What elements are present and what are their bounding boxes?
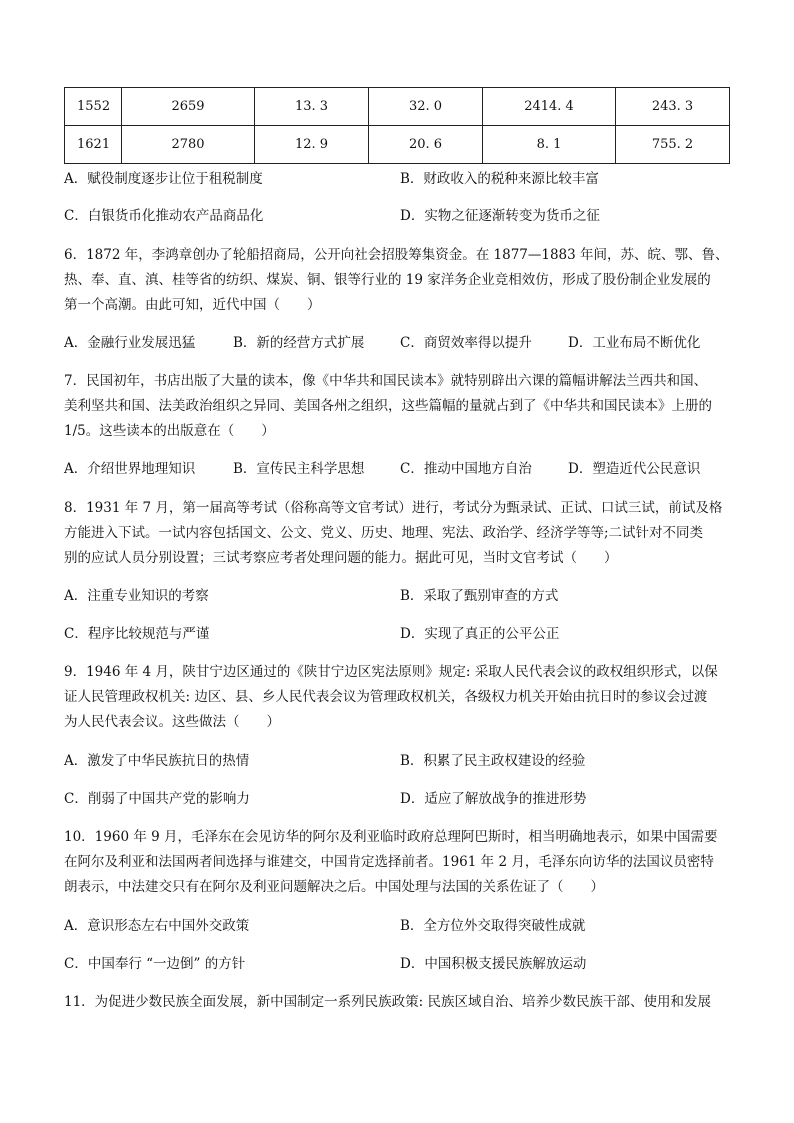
- q5-option-c: C．白银货币化推动农产品商品化: [64, 208, 264, 224]
- table-cell: 13. 3: [255, 88, 369, 126]
- q8-stem-line: 别的应试人员分别设置；三试考察应考者处理问题的能力。据此可见，当时文官考试（ ）: [64, 550, 618, 566]
- q9-stem-line: 为人民代表会议。这些做法（ ）: [64, 714, 280, 730]
- q9-option-b: B．积累了民主政权建设的经验: [400, 753, 586, 769]
- table-cell: 1621: [65, 126, 122, 164]
- q10-option-c: C．中国奉行 “一边倒” 的方针: [64, 956, 246, 972]
- table-cell: 12. 9: [255, 126, 369, 164]
- q8-option-c: C．程序比较规范与严谨: [64, 626, 210, 642]
- q7-stem-line: 1/5。这些读本的出版意在（ ）: [64, 423, 275, 439]
- q6-stem-line: 热、奉、直、滇、桂等省的纺织、煤炭、铜、银等行业的 19 家洋务企业竞相效仿，形成了股份制企业发展的: [64, 272, 711, 288]
- q7-option-b: B．宣传民主科学思想: [233, 461, 365, 477]
- q11-stem-line: 11．为促进少数民族全面发展，新中国制定一系列民族政策: 民族区域自治、培养少数民族干部、使用和发展: [64, 994, 712, 1010]
- q9-option-c: C．削弱了中国共产党的影响力: [64, 791, 250, 807]
- table-cell: 2414. 4: [483, 88, 616, 126]
- table-cell: 755. 2: [616, 126, 730, 164]
- q7-option-c: C．推动中国地方自治: [400, 461, 532, 477]
- data-table: [64, 87, 730, 164]
- q8-option-b: B．采取了甄别审查的方式: [400, 588, 559, 604]
- q7-option-d: D．塑造近代公民意识: [568, 461, 701, 477]
- table-cell: 2780: [122, 126, 255, 164]
- table-cell: 243. 3: [616, 88, 730, 126]
- table-row: [65, 88, 730, 126]
- q10-stem-line: 朗表示，中法建交只有在阿尔及利亚问题解决之后。中国处理与法国的关系佐证了（ ）: [64, 879, 604, 895]
- q10-option-a: A．意识形态左右中国外交政策: [64, 918, 250, 934]
- q6-option-b: B．新的经营方式扩展: [233, 335, 365, 351]
- q8-stem-line: 方能进入下试。一试内容包括国文、公文、党义、历史、地理、宪法、政治学、经济学等等;二试针对不同类: [64, 525, 704, 541]
- q9-stem-line: 9．1946 年 4 月，陕甘宁边区通过的《陕甘宁边区宪法原则》规定: 采取人民代表会议的政权组织形式，以保: [64, 664, 718, 680]
- q9-option-d: D．适应了解放战争的推进形势: [400, 791, 587, 807]
- table-cell: 32. 0: [369, 88, 483, 126]
- q6-option-c: C．商贸效率得以提升: [400, 335, 532, 351]
- q8-stem-line: 8．1931 年 7 月，第一届高等考试（俗称高等文官考试）进行，考试分为甄录试、正试、口试三试，前试及格: [64, 500, 723, 516]
- q6-option-a: A．金融行业发展迅猛: [64, 335, 196, 351]
- q9-stem-line: 证人民管理政权机关: 边区、县、乡人民代表会议为管理政权机关，各级权力机关开始由抗日时的参议会过渡: [64, 689, 708, 705]
- table-cell: 20. 6: [369, 126, 483, 164]
- q6-stem-line: 第一个高潮。由此可知，近代中国（ ）: [64, 297, 321, 313]
- q10-option-b: B．全方位外交取得突破性成就: [400, 918, 586, 934]
- q10-stem-line: 10．1960 年 9 月，毛泽东在会见访华的阿尔及利亚临时政府总理阿巴斯时，相当明确地表示，如果中国需要: [64, 829, 718, 845]
- q7-option-a: A．介绍世界地理知识: [64, 461, 196, 477]
- q5-option-d: D．实物之征逐渐转变为货币之征: [400, 208, 600, 224]
- q8-option-d: D．实现了真正的公平公正: [400, 626, 560, 642]
- q10-option-d: D．中国积极支援民族解放运动: [400, 956, 587, 972]
- q6-stem-line: 6．1872 年，李鸿章创办了轮船招商局，公开向社会招股筹集资金。在 1877—1883 年间，苏、皖、鄂、鲁、: [64, 247, 729, 263]
- q6-option-d: D．工业布局不断优化: [568, 335, 701, 351]
- q7-stem-line: 美利坚共和国、法美政治组织之异同、美国各州之组织，这些篇幅的量就占到了《中华共和国民读本》上册的: [64, 398, 712, 414]
- table-cell: 8. 1: [483, 126, 616, 164]
- q8-option-a: A．注重专业知识的考察: [64, 588, 209, 604]
- q7-stem-line: 7．民国初年，书店出版了大量的读本，像《中华共和国民读本》就特别辟出六课的篇幅讲解法兰西共和国、: [64, 373, 708, 389]
- table-row: [65, 126, 730, 164]
- q10-stem-line: 在阿尔及利亚和法国两者间选择与谁建交，中国肯定选择前者。1961 年 2 月，毛泽东向访华的法国议员密特: [64, 854, 714, 870]
- table-cell: 1552: [65, 88, 122, 126]
- table-cell: 2659: [122, 88, 255, 126]
- q5-option-b: B．财政收入的税种来源比较丰富: [400, 171, 599, 187]
- q9-option-a: A．激发了中华民族抗日的热情: [64, 753, 250, 769]
- q5-option-a: A．赋役制度逐步让位于租税制度: [64, 171, 263, 187]
